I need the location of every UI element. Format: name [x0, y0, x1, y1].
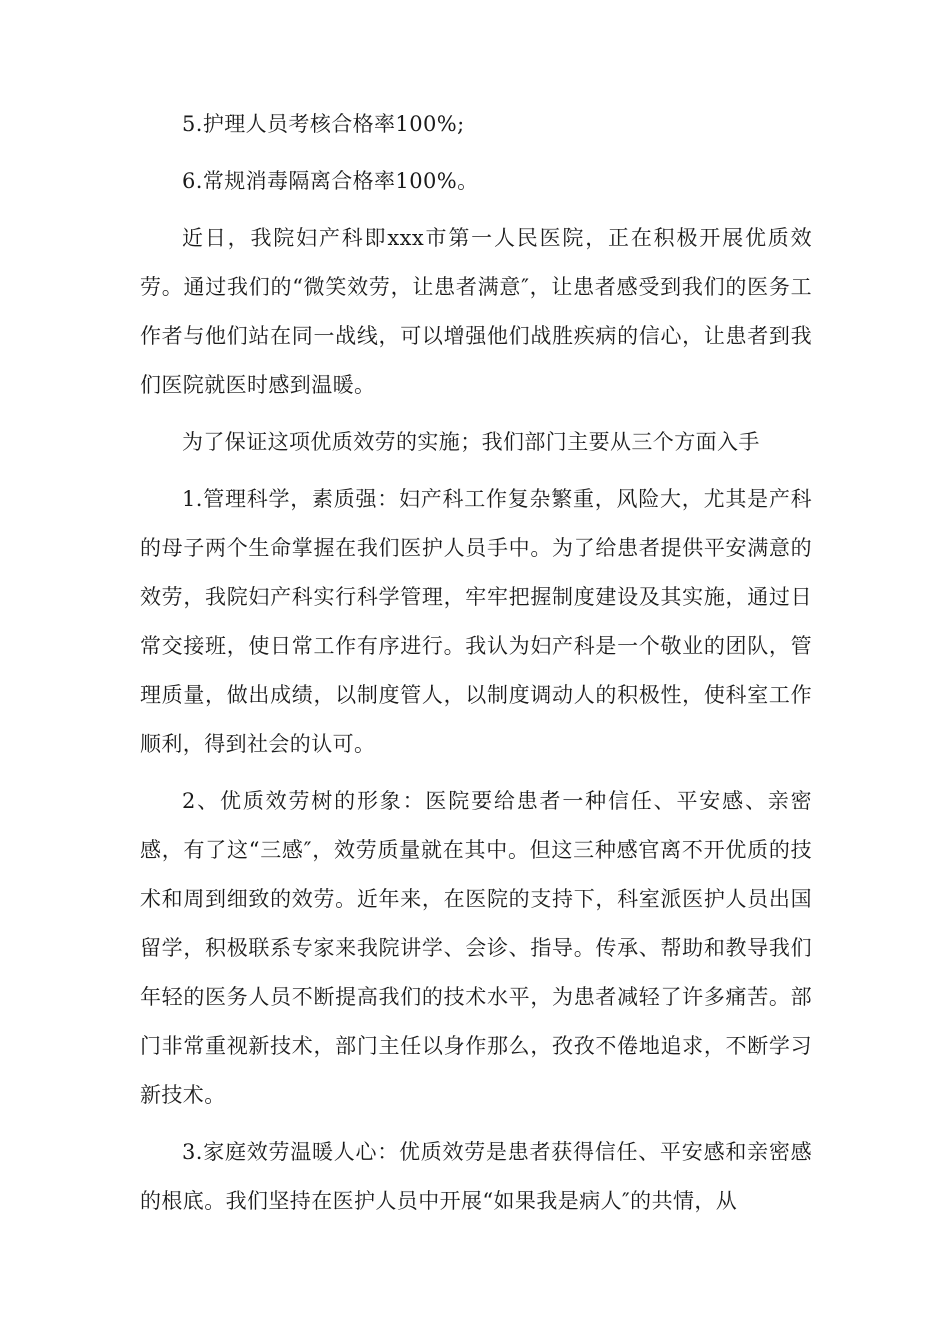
paragraph-item-6: 6.常规消毒隔离合格率100%。 [182, 169, 479, 193]
paragraph-aspects: 为了保证这项优质效劳的实施；我们部门主要从三个方面入手 [182, 430, 760, 454]
paragraph-family-service: 3.家庭效劳温暖人心：优质效劳是患者获得信任、平安感和亲密感的根底。我们坚持在医护人员中开展“如果我是病人″的共情，从 [140, 1140, 812, 1213]
paragraph-management: 1.管理科学，素质强：妇产科工作复杂繁重，风险大，尤其是产科的母子两个生命掌握在我们医护人员手中。为了给患者提供平安满意的效劳，我院妇产科实行科学管理，牢牢把握制度建设及其实施，通过日常交接班，使日常工作有序进行。我认为妇产科是一个敬业的团队，管理质量，做出成绩，以制度管人，以制度调动人的积极性，使科室工作顺利，得到社会的认可。 [140, 487, 812, 756]
paragraph-intro: 近日，我院妇产科即xxx市第一人民医院，正在积极开展优质效劳。通过我们的“微笑效劳，让患者满意″，让患者感受到我们的医务工作者与他们站在同一战线，可以增强他们战胜疾病的信心，让患者到我们医院就医时感到温暖。 [140, 226, 812, 397]
paragraph-service-image: 2、优质效劳树的形象：医院要给患者一种信任、平安感、亲密感，有了这“三感″，效劳质量就在其中。但这三种感官离不开优质的技术和周到细致的效劳。近年来，在医院的支持下，科室派医护人员出国留学，积极联系专家来我院讲学、会诊、指导。传承、帮助和教导我们年轻的医务人员不断提高我们的技术水平，为患者减轻了许多痛苦。部门非常重视新技术，部门主任以身作那么，孜孜不倦地追求，不断学习新技术。 [140, 789, 812, 1107]
document-body [140, 100, 812, 1234]
paragraph-item-5: 5.护理人员考核合格率100%; [182, 112, 465, 136]
